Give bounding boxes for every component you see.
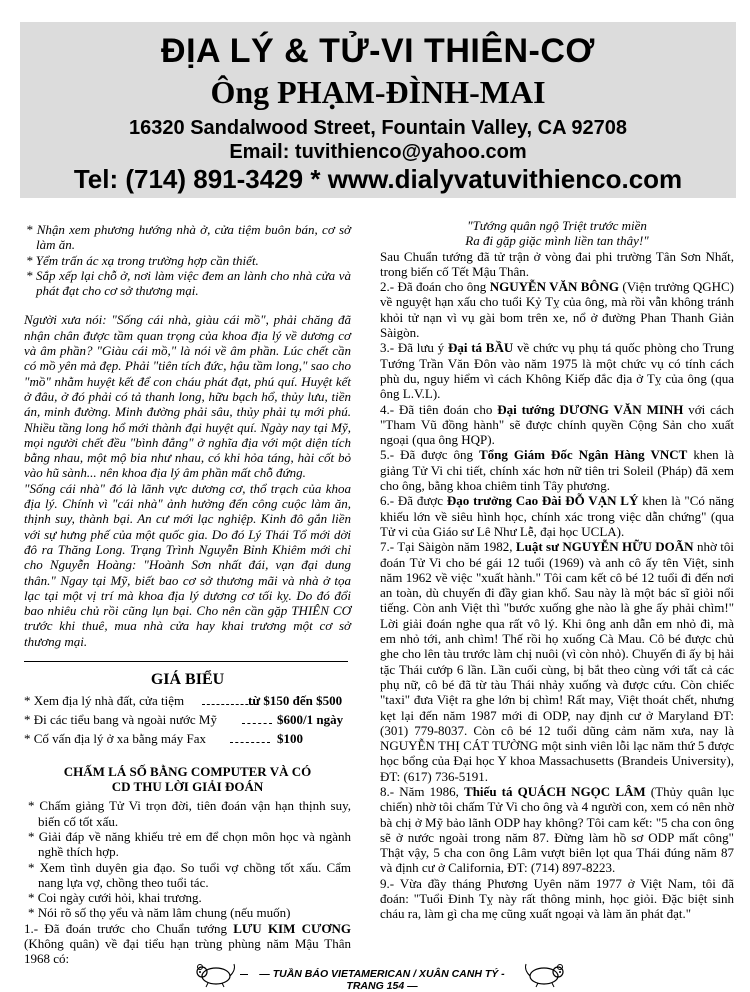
intro-paragraph: Người xưa nói: "Sống cái nhà, giàu cái mồ", phải chăng đã nhận chân được tầm quan trọng của khoa địa lý về dương cơ và âm phần? "Giàu cái mồ," là nói về âm phần. Lúc chết cần có mồ yên mả đẹp. Phải "tiên tích đức, hậu tầm long," sao cho "mồ" nhằm huyệt kết để con cháu phát đạt, phú quí. Huyệt kết ở đâu, ở đó phải có tả thanh long, hữu bạch hổ, thủy lưu, tiền án, minh đường. Minh đường phải sâu, thủy phải tụ mới phú. Nhiều tầng long hổ mới thành đại huyệt quí. Ngày nay tại Mỹ, mọi người chết đều "bình đẳng" ở nghĩa địa với một diện tích bằng nhau, một mộ bia như nhau, có khi hỏa táng, hài cốt bỏ vào hũ sành... nên khoa địa lý âm phần mất chỗ đứng. <box>24 312 351 481</box>
price-label: * Đi các tiểu bang và ngoài nước Mỹ <box>24 712 217 728</box>
phone-website: Tel: (714) 891-3429 * www.dialyvatuvithienco.com <box>73 164 683 194</box>
computer-bullet: * Coi ngày cưới hỏi, khai trương. <box>28 890 202 906</box>
computer-bullet: * Chấm giảng Tử Vi trọn đời, tiên đoán vận hạn thịnh suy, biến cố tốt xấu. <box>28 798 351 829</box>
price-row <box>24 731 351 750</box>
computer-bullet: * Xem tình duyên gia đạo. So tuổi vợ chồng tốt xấu. Cẩm nang lựa vợ, chồng theo tuổi tác. <box>28 859 351 890</box>
price-value: $600/1 ngày <box>277 712 344 728</box>
testimonial-item-4: 4.- Đã tiên đoán cho Đại tướng DƯƠNG VĂN MINH với cách "Tham Vũ đồng hành" sẽ được chính quyền Cộng Sản cho xuất ngoại (qua ông HQP). <box>380 401 734 448</box>
service-bullet: * Nhận xem phương hướng nhà ở, cửa tiệm buôn bán, cơ sở làm ăn. <box>26 222 351 253</box>
header-banner <box>20 22 736 198</box>
right-column <box>380 218 734 922</box>
price-row <box>24 712 351 731</box>
page-footer <box>190 962 570 992</box>
quote-line: Ra đi gặp giặc mình liền tan thây!" <box>465 233 649 249</box>
intro-paragraph: "Sống cái nhà" đó là lãnh vực dương cơ, thổ trạch của khoa địa lý. Chính vì "cái nhà" ảnh hưởng đến công cuộc làm ăn, thịnh suy, thành bại. An cư mới lạc nghiệp. Kinh đô gắn liền với sự hưng phế của một quốc gia. Do đó Lý Thái Tổ mới dời đô ra Thăng Long. Trạng Trình Nguyễn Bỉnh Khiêm mới chỉ cho Nguyễn Hoàng: "Hoành Sơn nhất đái, vạn đại dung thân." Ngay tại Mỹ, biết bao cơ sở thương mãi và nhà ở tọa lạc tại một vị trí mà khoa địa lý dương cơ tối kỵ. Do đó đổi bao nhiêu chủ rồi cũng lụn bại. Cho nên cần gặp THIÊN CƠ trước khi thuê, mua nhà cửa hay khai trương một cơ sở thương mại. <box>24 480 351 649</box>
testimonial-item-6: 6.- Đã được Đạo trưởng Cao Đài ĐỖ VẠN LÝ khen là "Có năng khiếu lớn về siêu hình học, chính xác trong việc dẫn chứng" (qua Tử vi của Giáo sư Lê Như Lễ, đại học UCLA). <box>380 493 734 539</box>
dotted-leader <box>230 742 270 743</box>
computer-bullet: * Nói rõ số thọ yểu và năm lâm chung (nếu muốn) <box>28 905 291 921</box>
testimonial-item-8: 8.- Năm 1986, Thiếu tá QUÁCH NGỌC LÂM (Thủy quân lục chiến) nhờ tôi chấm Tử Vi cho ông và 4 người con, xem có nên nhờ bà chị ở Mỹ bảo lãnh ODP hay không? Tôi cam kết: "5 cha con ông sẽ ở nước ngoài trong năm 87. Đừng làm hồ sơ ODP mất công" Thật vậy, 5 cha con ông Lâm vượt biên lọt qua Thái đúng năm 87 và định cư ở California, ĐT: (714) 897-8223. <box>380 783 734 876</box>
email: Email: tuvithienco@yahoo.com <box>229 141 527 163</box>
price-row <box>24 693 351 712</box>
testimonial-item-5: 5.- Đã được ông Tổng Giám Đốc Ngân Hàng VNCT khen là giảng Tử Vi chi tiết, chính xác hơn nữ tiên tri Soleil (Pháp) đã xem cho ông, bằng khoa chiêm tinh Tây phương. <box>380 447 734 494</box>
address: 16320 Sandalwood Street, Fountain Valley, CA 92708 <box>129 117 627 139</box>
testimonial-item-3: 3.- Đã lưu ý Đại tá BẦU về chức vụ phụ tá quốc phòng cho Trung Tướng Trần Văn Đôn vào năm 1975 là một chức vụ có tính cách phù du, nguy hiểm vì cách Không Kiếp đắc địa ở Tỵ của ông (qua ông L.V.L). <box>380 340 734 402</box>
testimonial-item-2: 2.- Đã đoán cho ông NGUYỄN VĂN BÔNG (Viện trưởng QGHC) về nguyệt hạn xấu cho tuổi Kỷ Tỵ của ông, mà rồi vẫn không tránh khỏi tử nạn vì vụ gài bom trên xe, nổ ở đường Phan Thanh Giản Sàigòn. <box>380 279 734 341</box>
price-label: * Xem địa lý nhà đất, cửa tiệm <box>24 693 185 709</box>
computer-title-line: CHẤM LÁ SỐ BẰNG COMPUTER VÀ CÓ <box>63 764 312 780</box>
page-title: ĐỊA LÝ & TỬ-VI THIÊN-CƠ <box>161 32 595 70</box>
service-bullet: * Sắp xếp lại chỗ ở, nơi làm việc đem an lành cho nhà cửa và phát đạt cho cơ sở thương mại. <box>26 267 351 299</box>
footer-text: — TUẦN BÁO VIETAMERICAN / XUÂN CANH TÝ - TRANG 154 — <box>259 968 505 992</box>
computer-section-title <box>24 764 351 794</box>
quote-line: "Tướng quân ngộ Triệt trước miền <box>467 218 647 233</box>
rat-icon <box>190 962 238 988</box>
testimonial-item-1: 1.- Đã đoán trước cho Chuẩn tướng LƯU KIM CƯƠNG (Không quân) về đại tiểu hạn trùng phùng năm Mậu Thân 1968 có: <box>24 920 351 967</box>
divider <box>24 661 348 662</box>
rat-icon <box>522 962 570 988</box>
price-list-title: GIÁ BIỂU <box>150 671 225 689</box>
testimonial-paragraph: Sau Chuẩn tướng đã tử trận ở vòng đai phi trường Tân Sơn Nhất, trong biến cố Tết Mậu Thân. <box>380 248 734 279</box>
computer-bullet: * Giải đáp về năng khiếu trẻ em để chọn môn học và ngành nghề thích hợp. <box>28 828 351 860</box>
dotted-leader <box>242 723 272 724</box>
author-name: Ông PHẠM-ĐÌNH-MAI <box>210 74 546 110</box>
price-label: * Cố vấn địa lý ở xa bằng máy Fax <box>24 731 206 747</box>
price-value: $100 <box>277 731 303 747</box>
left-column <box>24 222 351 967</box>
price-value: từ $150 đến $500 <box>248 693 343 709</box>
testimonial-item-7: 7.- Tại Sàigòn năm 1982, Luật sư NGUYỄN HỮU DOÃN nhờ tôi đoán Tử Vi cho bé gái 12 tuổi (1969) và anh cô ấy tên Việt, sinh năm 1962 về việc "xuất hành." Tôi cam kết cô bé 12 tuổi đi đến nơi an toàn, dù chuyến đi đầy gian khổ. Sau này là một bác sĩ giỏi nổi tiếng. Còn anh Việt thì "bước xuống ghe nào là ghe ấy phải chìm!" Lời giải đoán nghe qua rất vô lý. Khi ông anh dẫn em nhỏ đi, mà em nhỏ tới, anh chìm! Thế rồi họ xuống Cà Mau. Cô bé được chủ ghe cho lên tàu trước làm chị nuôi (vì còn nhỏ). Chuyến đi ấy bị hải tặc Thái cướp 6 lần. Lần cuối cùng, bị bắt theo cùng với tất cả các phụ nữ, cô bé đã từ tàu Thái nhảy xuống và được cứu. Còn chiếc "taxi" đưa Việt ra ghe lớn bị chìm! Rất may, Việt thoát chết, nhưng kẹt lại đến năm 1987 mới đi ODP, nay định cư ở Maryland ĐT: (301) 779-8037. Còn cô bé 12 tuổi dũng cảm năm xưa, nay là NGUYỄN THỊ CÁT TƯỜNG một sinh viên lỗi lạc năm thứ 5 được học bổng của Đại học Y khoa Massachusetts (Brandeis University), ĐT: (617) 736-5191. <box>380 539 734 784</box>
computer-title-line: CD THU LỜI GIẢI ĐOÁN <box>111 779 264 795</box>
testimonial-item-9: 9.- Vừa đầy tháng Phương Uyên năm 1977 ở Việt Nam, tôi đã đoán: "Tuổi Đinh Tỵ này rất thông minh, học giỏi. Đặc biệt sinh cháu ra, làm gì cha mẹ cũng xuất ngoại và làm ăn phát đạt." <box>380 875 734 922</box>
service-bullet: * Yểm trấn ác xạ trong trường hợp cần thiết. <box>26 252 259 268</box>
